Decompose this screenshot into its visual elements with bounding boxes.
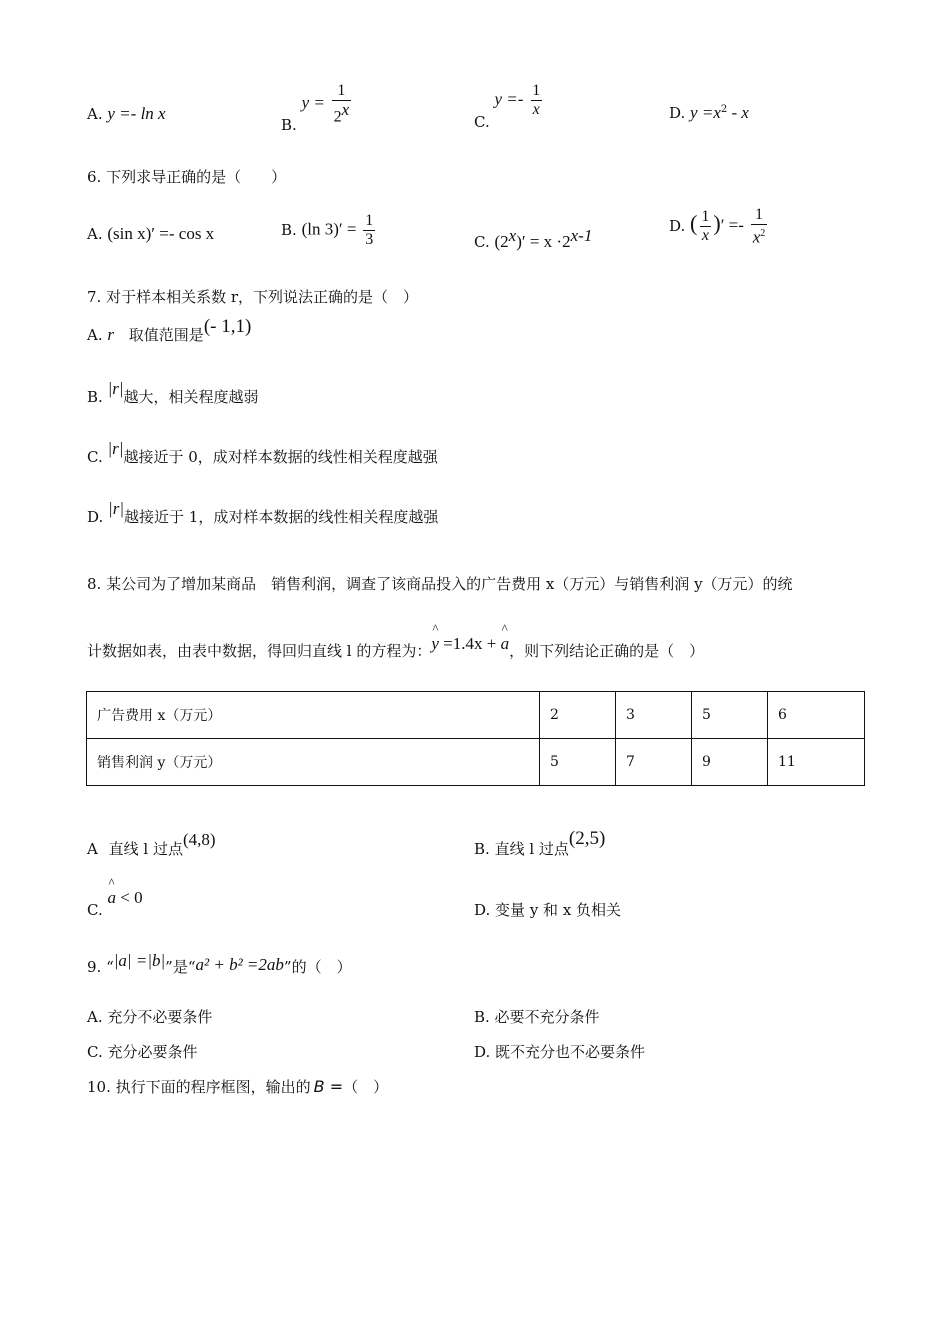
table-cell: 5 [692, 692, 768, 739]
table-cell: 6 [768, 692, 865, 739]
q9-option-b: B. 必要不充分条件 [474, 1008, 600, 1026]
q9-option-d: D. 既不充分也不必要条件 [474, 1043, 646, 1061]
q5-option-d: D. $y =x^2 - x$ [669, 103, 749, 122]
q8-option-d: D. 变量 y 和 x 负相关 [474, 901, 622, 919]
q9-option-a: A. 充分不必要条件 [87, 1008, 213, 1026]
q9-stem: 9. “|a| =|b|”是“a² + b² =2ab”的（ ） [87, 951, 352, 976]
table-cell: 7 [616, 739, 692, 786]
q6-option-a: A. (sin x)′ =- cos x [87, 224, 215, 243]
table-cell: 3 [616, 692, 692, 739]
q5-option-a: A. y =- ln x [87, 104, 166, 123]
q8-option-a: A 直线 l 过点(4,8) [87, 830, 216, 858]
q8-option-b: B. 直线 l 过点(2,5) [474, 828, 606, 858]
q6-option-b: B. (ln 3)′ = $\frac{1}{3}$ [281, 212, 374, 248]
q7-option-c: C. |r|越接近于 0，成对样本数据的线性相关程度越强 [87, 439, 438, 466]
q6-stem: 6. 下列求导正确的是（ ） [87, 168, 287, 186]
table-cell: 5 [540, 739, 616, 786]
q6-option-c: C. $(2^x)' = x \cdot 2^{x-1}$ [474, 226, 593, 251]
table-row [87, 739, 865, 786]
data-table [86, 691, 865, 786]
q9-option-c: C. 充分必要条件 [87, 1043, 198, 1061]
q5-option-b: B. y = $\frac{1}{2^x}$ [281, 82, 350, 135]
q7-stem: 7. 对于样本相关系数 r，下列说法正确的是（ ） [87, 288, 419, 306]
table-row [87, 692, 865, 739]
q8-stem-line1: 8. 某公司为了增加某商品 销售利润，调查了该商品投入的广告费用 x（万元）与销售利润 y（万元）的统 [87, 575, 793, 593]
q8-option-c: C. ^ a < 0 [87, 888, 143, 908]
q10-stem: 10. 执行下面的程序框图，输出的 B =（ ） [87, 1077, 389, 1096]
q8-stem-line2: 计数据如表，由表中数据，得回归直线 l 的方程为：^ y =1.4x + ^ a，则下列结论正确的是（ ） [87, 640, 704, 661]
q7-option-d: D. |r|越接近于 1，成对样本数据的线性相关程度越强 [87, 499, 439, 526]
table-cell: 2 [540, 692, 616, 739]
q6-option-d: D. ( $\frac{1}{x}$ )′ =- $\frac{1}{x^2}$ [669, 206, 766, 247]
q7-option-b: B. |r|越大，相关程度越弱 [87, 379, 259, 406]
table-cell: 广告费用 x（万元） [87, 692, 540, 739]
q5-option-c: C. y =- $\frac{1}{x}$ [474, 82, 541, 131]
table-cell: 9 [692, 739, 768, 786]
table-cell: 销售利润 y（万元） [87, 739, 540, 786]
table-cell: 11 [768, 739, 865, 786]
q7-option-a: A. r 取值范围是(- 1,1) [87, 316, 252, 344]
